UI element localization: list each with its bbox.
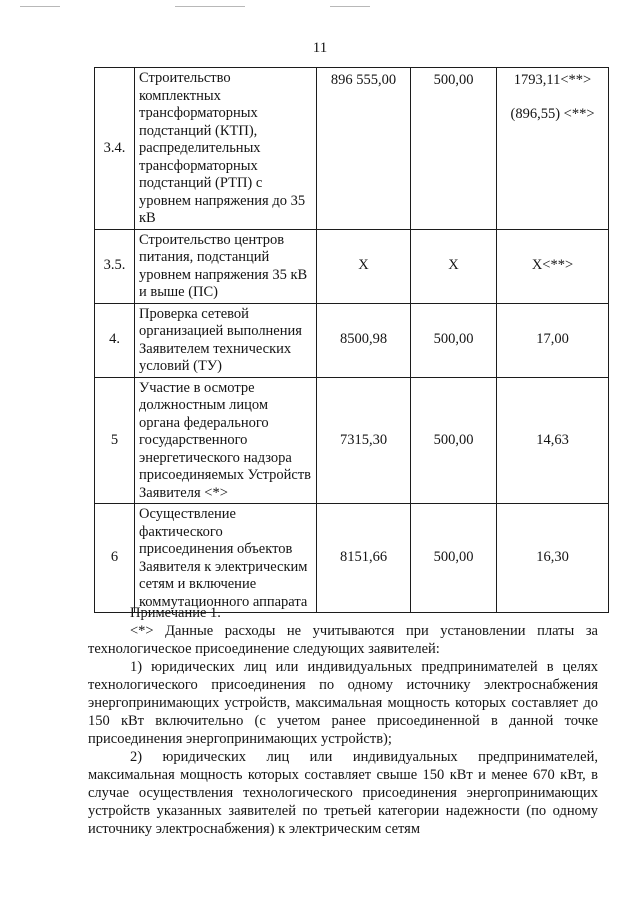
cell-cost: 8151,66 [317,504,411,613]
row-number: 5 [95,377,135,504]
row-number: 3.5. [95,229,135,303]
row-description: Строительство центров питания, подстанций уровнем напряжения 35 кВ и выше (ПС) [135,229,317,303]
note-item-1: 1) юридических лиц или индивидуальных предпринимателей в целях технологического присоединения по одному источнику электроснабжения энергопринимающих устройств, максимальная мощность которых составляет до 150 кВт включительно (с учетом ранее присоединенной в данной точке присоединения энергопринимающих устройств); [88,659,598,747]
scan-artifact [330,6,370,7]
cell-capacity: 500,00 [411,303,497,377]
note-item-2: 2) юридических лиц или индивидуальных предпринимателей, максимальная мощность которых составляет свыше 150 кВт и менее 670 кВт, в случае осуществления технологического присоединения энергопринимающих устройств указанных заявителей по третьей категории надежности (по одному источнику электроснабжения) к электрическим сетям [88,749,598,837]
row-number: 3.4. [95,68,135,230]
cell-capacity: 500,00 [411,377,497,504]
cell-cost: 8500,98 [317,303,411,377]
cell-rate: 17,00 [497,303,609,377]
cell-capacity: Х [411,229,497,303]
row-description: Строительство комплектных трансформаторных подстанций (КТП), распределительных трансформаторных подстанций (РТП) с уровнем напряжения до 35 кВ [135,68,317,230]
cell-cost: Х [317,229,411,303]
row-description: Участие в осмотре должностным лицом органа федерального государственного энергетического надзора присоединяемых Устройств Заявителя <*> [135,377,317,504]
table-row [95,377,609,504]
cell-rate: 16,30 [497,504,609,613]
row-description: Проверка сетевой организацией выполнения Заявителем технических условий (ТУ) [135,303,317,377]
table-row [95,68,609,230]
cell-rate: 14,63 [497,377,609,504]
note-intro: <*> Данные расходы не учитываются при установлении платы за технологическое присоединение следующих заявителей: [88,623,598,657]
cell-cost: 896 555,00 [317,68,411,230]
rate-value-alt: (896,55) <**> [510,105,595,122]
table-row [95,504,609,613]
cell-rate: Х<**> [497,229,609,303]
row-number: 4. [95,303,135,377]
row-description: Осуществление фактического присоединения объектов Заявителя к электрическим сетям и включение коммутационного аппарата [135,504,317,613]
scan-artifact [175,6,245,7]
tariff-table [94,67,609,613]
page-number: 11 [312,40,328,56]
table-row [95,303,609,377]
cell-capacity: 500,00 [411,68,497,230]
cell-rate [497,68,609,230]
table-row [95,229,609,303]
note-title: Примечание 1. [130,605,221,621]
rate-value: 1793,11<**> [513,72,592,88]
notes-section [88,604,598,838]
tariff-table-wrap [94,67,609,613]
scan-artifact [20,6,60,7]
row-number: 6 [95,504,135,613]
cell-capacity: 500,00 [411,504,497,613]
cell-cost: 7315,30 [317,377,411,504]
